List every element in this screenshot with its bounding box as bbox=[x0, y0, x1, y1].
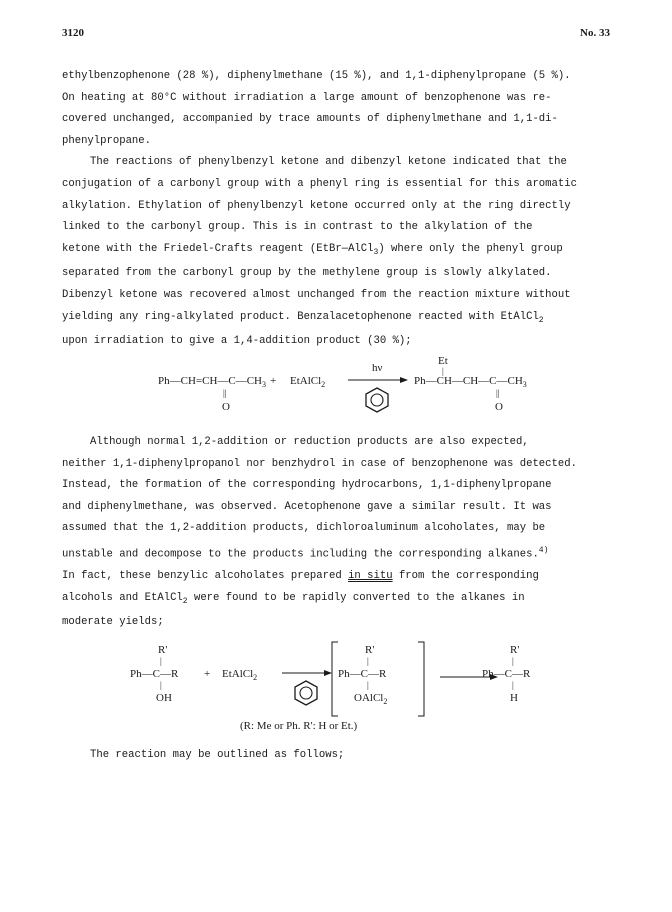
bond-mark: | bbox=[512, 680, 514, 690]
text-line: moderate yields; bbox=[62, 616, 164, 629]
text-line: neither 1,1-diphenylpropanol nor benzhydrol in case of benzophenone was detected. bbox=[62, 457, 577, 470]
product-ketone: $Ph—CH—CH—C—CH_3$ bbox=[414, 375, 527, 389]
product-r-prime: R' bbox=[510, 644, 520, 656]
reagent-etalcl2: EtAlCl$_2$ bbox=[222, 668, 258, 682]
text-line: separated from the carbonyl group by the methylene group is slowly alkylated. bbox=[62, 267, 552, 280]
text-line: phenylpropane. bbox=[62, 134, 152, 147]
bond-mark: | bbox=[160, 656, 162, 666]
reagent-etalcl2: EtAlCl$_2$ bbox=[290, 375, 326, 389]
text-line: alkylation. Ethylation of phenylbenzyl ketone occurred only at the ring directly bbox=[62, 199, 571, 212]
reactant-alcohol: Ph—C—R bbox=[130, 668, 179, 680]
product-ethyl: Et bbox=[438, 355, 448, 367]
text-line: linked to the carbonyl group. This is in contrast to the alkylation of the bbox=[62, 221, 533, 234]
text-line: On heating at 80°C without irradiation a large amount of benzophenone was re- bbox=[62, 91, 552, 104]
reactant-r-prime: R' bbox=[158, 644, 168, 656]
text-line: In fact, these benzylic alcoholates prepared in situ from the corresponding bbox=[62, 570, 539, 583]
double-bond-mark: || bbox=[496, 388, 500, 398]
reactant-oh: OH bbox=[156, 692, 172, 704]
reaction-arrow-benzene bbox=[282, 666, 332, 711]
text-block-middle bbox=[62, 432, 622, 634]
intermediate-alcoholate: Ph—C—R bbox=[338, 668, 387, 680]
light-label: hν bbox=[372, 362, 383, 374]
intermediate-oalcl2: OAlCl$_2$ bbox=[354, 692, 388, 706]
plus-sign: + bbox=[204, 668, 211, 680]
intermediate-brackets bbox=[328, 640, 428, 720]
reactant-oxygen: O bbox=[222, 401, 230, 413]
text-line: upon irradiation to give a 1,4-addition product (30 %); bbox=[62, 335, 412, 348]
plus-sign: + bbox=[270, 375, 277, 387]
text-line: conjugation of a carbonyl group with a phenyl ring is essential for this aromatic bbox=[62, 177, 577, 190]
text-line: ketone with the Friedel-Crafts reagent (EtBr—AlCl$_3$) where only the phenyl group bbox=[62, 242, 563, 257]
reaction-scheme-1 bbox=[0, 355, 672, 420]
substituent-legend: (R: Me or Ph. R': H or Et.) bbox=[240, 720, 358, 732]
text-line: ethylbenzophenone (28 %), diphenylmethane (15 %), and 1,1-diphenylpropane (5 %). bbox=[62, 70, 571, 82]
reactant-enone: $Ph—CH=CH—C—CH_3$ bbox=[158, 375, 267, 389]
intermediate-r-prime: R' bbox=[365, 644, 375, 656]
text-line: and diphenylmethane, was observed. Acetophenone gave a similar result. It was bbox=[62, 500, 552, 513]
reaction-arrow-benzene bbox=[348, 373, 408, 418]
page-number: 3120 bbox=[62, 27, 84, 39]
text-line: alcohols and EtAlCl$_2$ were found to be rapidly converted to the alkanes in bbox=[62, 591, 525, 606]
reaction-scheme-2 bbox=[0, 640, 672, 740]
double-bond-mark: || bbox=[223, 388, 227, 398]
text-line: assumed that the 1,2-addition products, dichloroaluminum alcoholates, may be bbox=[62, 522, 546, 535]
text-line: Instead, the formation of the corresponding hydrocarbons, 1,1-diphenylpropane bbox=[62, 479, 552, 492]
text-line: The reactions of phenylbenzyl ketone and dibenzyl ketone indicated that the bbox=[90, 156, 567, 169]
text-block-top bbox=[62, 66, 622, 353]
text-line: covered unchanged, accompanied by trace amounts of diphenylmethane and 1,1-di- bbox=[62, 113, 558, 126]
text-line: Dibenzyl ketone was recovered almost unchanged from the reaction mixture without bbox=[62, 288, 571, 301]
bond-mark: | bbox=[512, 656, 514, 666]
product-alkane: Ph—C—R bbox=[482, 668, 531, 680]
text-line: unstable and decompose to the products including the corresponding alkanes.$^{4)}$ bbox=[62, 545, 549, 561]
bond-mark: | bbox=[367, 656, 369, 666]
product-oxygen: O bbox=[495, 401, 503, 413]
bond-mark: | bbox=[160, 680, 162, 690]
text-line: The reaction may be outlined as follows; bbox=[90, 749, 345, 761]
product-h: H bbox=[510, 692, 518, 704]
bond-mark: | bbox=[367, 680, 369, 690]
text-line: Although normal 1,2-addition or reduction products are also expected, bbox=[90, 436, 529, 448]
text-line: yielding any ring-alkylated product. Benzalacetophenone reacted with EtAlCl$_2$ bbox=[62, 310, 544, 325]
bond-mark: | bbox=[442, 366, 444, 376]
issue-number: No. 33 bbox=[580, 27, 610, 39]
text-block-bottom bbox=[62, 745, 622, 767]
